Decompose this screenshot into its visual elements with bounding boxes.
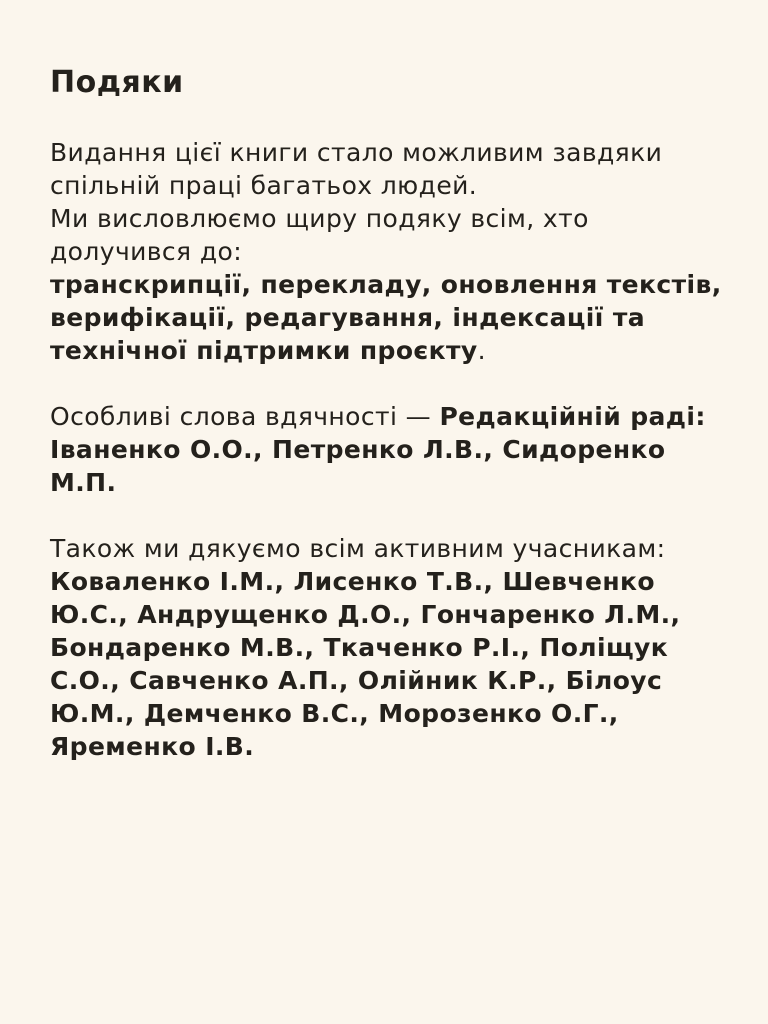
participants-prefix: Також ми дякуємо всім активним учасникам: xyxy=(50,534,666,563)
editorial-board-paragraph xyxy=(50,400,728,499)
participants-names: Коваленко І.М., Лисенко Т.В., Шевченко Ю.С., Андрущенко Д.О., Гончаренко Л.М., Бондаренко М.В., Ткаченко Р.І., Поліщук С.О., Савченко А.П., Олійник К.Р., Білоус Ю.М., Демченко В.С., Морозенко О.Г., Яременко І.В. xyxy=(50,567,681,761)
editorial-board-prefix: Особливі слова вдячності — xyxy=(50,402,440,431)
spacer xyxy=(50,104,728,136)
intro-line-2: Ми висловлюємо щиру подяку всім, хто долучився до: xyxy=(50,204,589,266)
intro-line-1: Видання цієї книги стало можливим завдяки спільній праці багатьох людей. xyxy=(50,138,663,200)
participants-paragraph xyxy=(50,532,728,763)
editorial-board-members: Іваненко О.О., Петренко Л.В., Сидоренко М.П. xyxy=(50,435,666,497)
contributions-list: транскрипції, перекладу, оновлення текстів, верифікації, редагування, індексації та технічної підтримки проєкту xyxy=(50,270,722,365)
intro-period: . xyxy=(477,336,486,365)
editorial-board-label: Редакційній раді: xyxy=(439,402,706,431)
spacer xyxy=(50,499,728,532)
intro-paragraph xyxy=(50,136,728,367)
spacer xyxy=(50,367,728,400)
page-title: Подяки xyxy=(50,65,184,100)
